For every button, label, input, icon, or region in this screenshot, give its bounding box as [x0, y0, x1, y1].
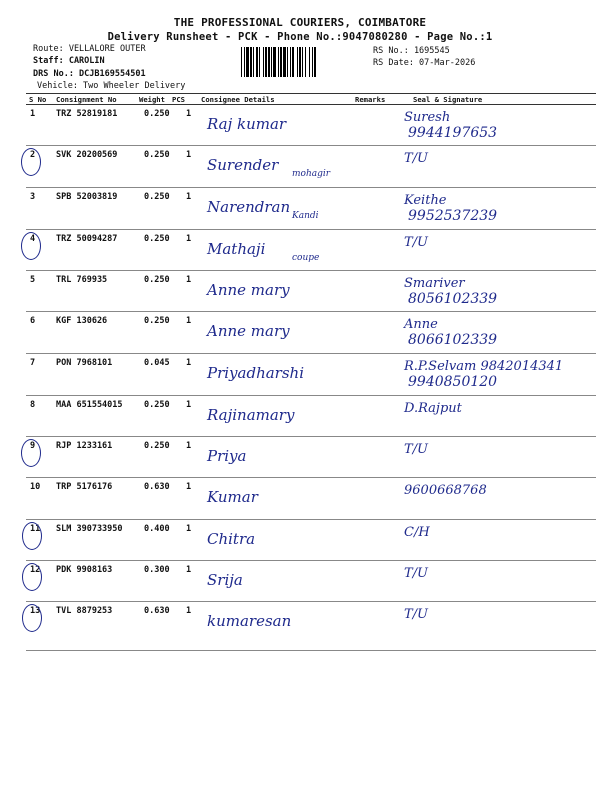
col-header-remarks: Remarks	[355, 95, 386, 104]
rs-date: RS Date: 07-Mar-2026	[373, 58, 476, 68]
row-signature-handwriting: C/H	[404, 525, 430, 540]
route-label: Route: VELLALORE OUTER	[33, 44, 146, 54]
row-pcs: 1	[186, 524, 192, 534]
row-divider	[26, 519, 596, 520]
row-weight: 0.300	[144, 565, 170, 575]
row-signature-handwriting: Smariver	[404, 276, 465, 291]
row-consignment-no: PON 7968101	[56, 358, 113, 368]
row-sno: 4	[30, 234, 36, 244]
row-circle-mark	[22, 563, 42, 591]
staff-label: Staff: CAROLIN	[33, 56, 105, 66]
barcode	[241, 47, 368, 77]
row-divider	[26, 601, 596, 602]
row-signature-handwriting: T/U	[404, 442, 429, 457]
row-pcs: 1	[186, 400, 192, 410]
row-weight: 0.250	[144, 109, 170, 119]
col-header-weight: Weight	[139, 95, 165, 104]
row-signature-handwriting: T/U	[404, 607, 429, 622]
row-pcs: 1	[186, 606, 192, 616]
row-sno: 7	[30, 358, 36, 368]
row-signature-phone: 8066102339	[408, 332, 498, 348]
row-signature-handwriting: Suresh	[404, 110, 451, 125]
row-consignee-handwriting-extra: Kandi	[292, 211, 319, 221]
row-consignee-handwriting-extra: coupe	[292, 253, 320, 263]
row-consignment-no: PDK 9908163	[56, 565, 113, 575]
row-sno: 12	[30, 565, 41, 575]
row-consignee-handwriting: kumaresan	[207, 612, 292, 630]
row-signature-handwriting: T/U	[404, 235, 429, 250]
row-sno: 13	[30, 606, 41, 616]
row-pcs: 1	[186, 482, 192, 492]
row-sno: 10	[30, 482, 41, 492]
row-pcs: 1	[186, 565, 192, 575]
row-sno: 5	[30, 275, 36, 285]
header-bottom-rule	[26, 104, 596, 105]
row-consignee-handwriting: Srija	[207, 571, 243, 589]
row-consignment-no: RJP 1233161	[56, 441, 113, 451]
header-top-rule	[26, 93, 596, 94]
row-signature-phone: 9944197653	[408, 125, 498, 141]
row-circle-mark	[21, 232, 41, 260]
row-consignee-handwriting: Priyadharshi	[207, 364, 305, 382]
row-divider	[26, 270, 596, 271]
row-signature-handwriting: 9600668768	[404, 483, 487, 498]
row-consignee-handwriting: Rajinamary	[207, 406, 295, 424]
row-signature-phone: 9940850120	[408, 374, 498, 390]
row-consignment-no: SLM 390733950	[56, 524, 123, 534]
row-pcs: 1	[186, 275, 192, 285]
row-weight: 0.250	[144, 400, 170, 410]
row-signature-handwriting: R.P.Selvam 9842014341	[404, 359, 564, 374]
row-consignment-no: TRP 5176176	[56, 482, 113, 492]
row-consignment-no: KGF 130626	[56, 316, 108, 326]
row-signature-handwriting: T/U	[404, 151, 429, 166]
row-consignee-handwriting: Mathaji	[207, 240, 266, 258]
col-header-sno: S No	[29, 95, 47, 104]
row-circle-mark	[21, 439, 41, 467]
row-divider	[26, 436, 596, 437]
row-weight: 0.400	[144, 524, 170, 534]
row-weight: 0.630	[144, 606, 170, 616]
row-weight: 0.250	[144, 192, 170, 202]
vehicle-label: Vehicle: Two Wheeler Delivery	[37, 81, 186, 91]
row-pcs: 1	[186, 358, 192, 368]
row-weight: 0.250	[144, 316, 170, 326]
row-signature-handwriting: T/U	[404, 566, 429, 581]
row-pcs: 1	[186, 109, 192, 119]
row-weight: 0.250	[144, 441, 170, 451]
row-sno: 2	[30, 150, 36, 160]
row-pcs: 1	[186, 441, 192, 451]
col-header-pcs: PCS	[172, 95, 185, 104]
row-weight: 0.250	[144, 150, 170, 160]
row-divider	[26, 311, 596, 312]
row-divider	[26, 353, 596, 354]
row-consignee-handwriting-extra: mohagir	[292, 169, 331, 179]
row-consignee-handwriting: Anne mary	[207, 322, 290, 340]
row-divider	[26, 650, 596, 651]
row-circle-mark	[21, 148, 41, 176]
row-divider	[26, 145, 596, 146]
row-sno: 11	[30, 524, 41, 534]
row-consignee-handwriting: Anne mary	[207, 281, 290, 299]
row-consignment-no: MAA 651554015	[56, 400, 123, 410]
row-divider	[26, 477, 596, 478]
row-consignee-handwriting: Raj kumar	[207, 115, 287, 133]
row-circle-mark	[22, 604, 42, 632]
row-sno: 3	[30, 192, 36, 202]
rs-number: RS No.: 1695545	[373, 46, 450, 56]
row-divider	[26, 395, 596, 396]
row-weight: 0.630	[144, 482, 170, 492]
row-consignment-no: TVL 8879253	[56, 606, 113, 616]
row-sno: 8	[30, 400, 36, 410]
row-divider	[26, 229, 596, 230]
row-consignment-no: TRZ 50094287	[56, 234, 118, 244]
row-consignment-no: TRZ 52819181	[56, 109, 118, 119]
row-signature-handwriting: Keithe	[404, 193, 447, 208]
company-title: THE PROFESSIONAL COURIERS, COIMBATORE	[173, 16, 427, 29]
col-header-seal: Seal & Signature	[413, 95, 483, 104]
row-divider	[26, 187, 596, 188]
col-header-consignee: Consignee Details	[201, 95, 275, 104]
row-sno: 6	[30, 316, 36, 326]
row-signature-phone: 8056102339	[408, 291, 498, 307]
row-consignee-handwriting: Chitra	[207, 530, 256, 548]
row-sno: 1	[30, 109, 36, 119]
row-divider	[26, 560, 596, 561]
row-sno: 9	[30, 441, 36, 451]
row-weight: 0.250	[144, 275, 170, 285]
row-circle-mark	[22, 522, 42, 550]
col-header-consignment: Consignment No	[56, 95, 117, 104]
row-consignee-handwriting: Priya	[207, 447, 247, 465]
row-signature-phone: 9952537239	[408, 208, 498, 224]
row-signature-handwriting: Anne	[404, 317, 438, 332]
row-pcs: 1	[186, 234, 192, 244]
drs-number: DRS No.: DCJB169554501	[33, 69, 146, 79]
row-consignee-handwriting: Surender	[207, 156, 279, 174]
row-pcs: 1	[186, 192, 192, 202]
row-pcs: 1	[186, 150, 192, 160]
row-weight: 0.250	[144, 234, 170, 244]
runsheet-subtitle: Delivery Runsheet - PCK - Phone No.:9047080280 - Page No.:1	[107, 31, 493, 43]
row-consignment-no: SVK 20200569	[56, 150, 118, 160]
row-pcs: 1	[186, 316, 192, 326]
row-consignee-handwriting: Kumar	[207, 488, 258, 506]
row-consignment-no: TRL 769935	[56, 275, 108, 285]
row-weight: 0.045	[144, 358, 170, 368]
row-consignee-handwriting: Narendran	[207, 198, 291, 216]
row-consignment-no: SPB 52003819	[56, 192, 118, 202]
row-signature-handwriting: D.Rajput	[404, 401, 462, 416]
